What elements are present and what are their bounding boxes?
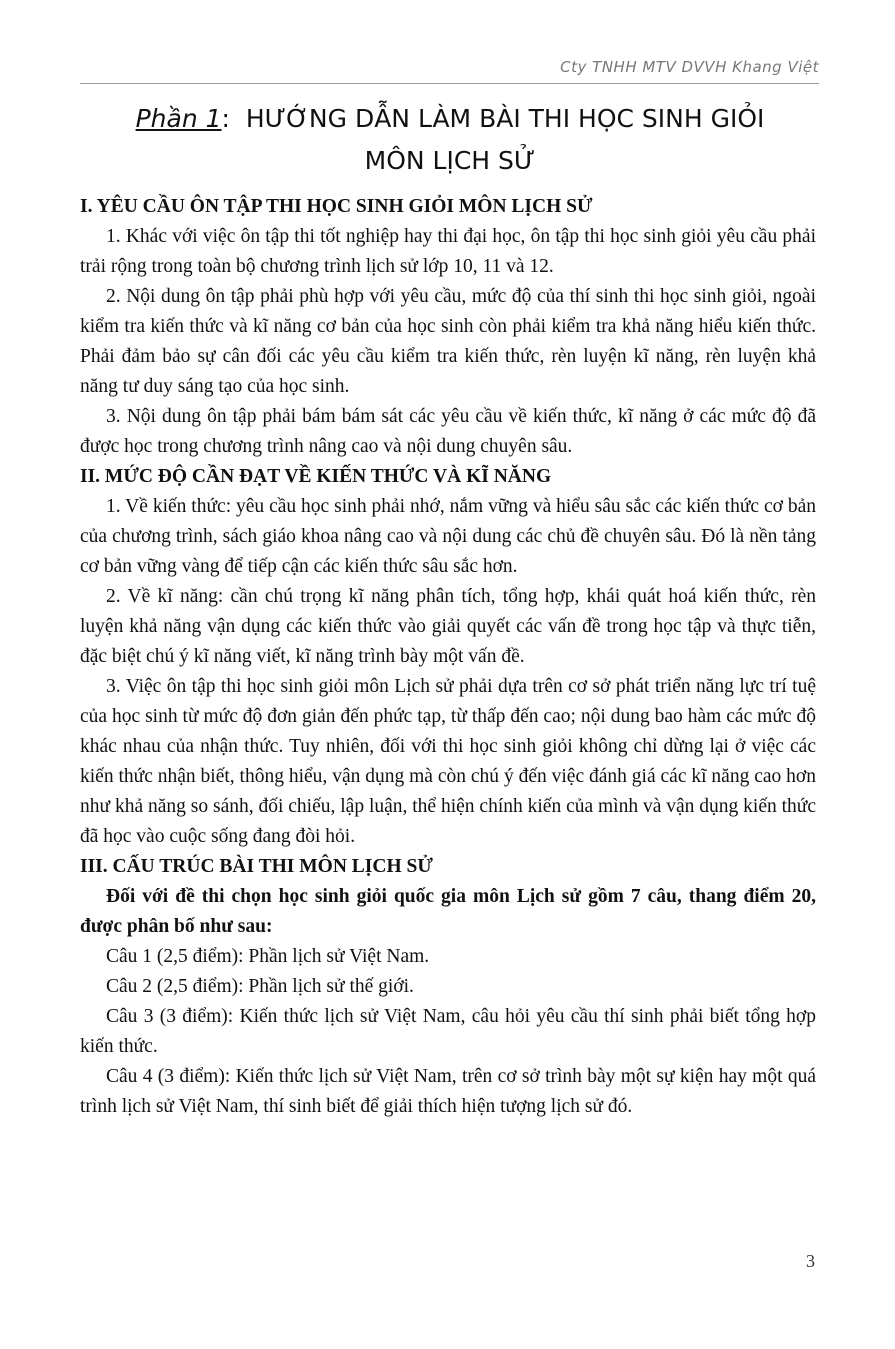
paragraph: Câu 2 (2,5 điểm): Phần lịch sử thế giới. <box>106 976 414 997</box>
running-header: Cty TNHH MTV DVVH Khang Việt <box>560 58 819 76</box>
part-title <box>80 98 820 182</box>
page-number: 3 <box>806 1251 815 1271</box>
part-title-line-2: MÔN LỊCH SỬ <box>364 146 536 175</box>
paragraph: 3. Việc ôn tập thi học sinh giỏi môn Lịch sử phải dựa trên cơ sở phát triển năng lực trí tuệ của học sinh từ mức độ đơn giản đến phức tạp, từ thấp đến cao; nội dung bao hàm các mức độ khác nhau của nhận thức. Tuy nhiên, đối với thi học sinh giỏi không chỉ dừng lại ở việc các kiến thức nhận biết, thông hiểu, vận dụng mà còn chú ý đến việc đánh giá các kĩ năng cao hơn như khả năng so sánh, đối chiếu, lập luận, thể hiện chính kiến của mình và vận dụng kiến thức đã học vào cuộc sống đang đòi hỏi. <box>80 676 816 847</box>
header-rule <box>80 83 819 84</box>
part-label: Phần 1 <box>135 104 222 133</box>
section-heading: III. CẤU TRÚC BÀI THI MÔN LỊCH SỬ <box>80 856 433 877</box>
paragraph: 1. Khác với việc ôn tập thi tốt nghiệp hay thi đại học, ôn tập thi học sinh giỏi yêu cầu phải trải rộng trong toàn bộ chương trình lịch sử lớp 10, 11 và 12. <box>80 226 816 277</box>
paragraph: 1. Về kiến thức: yêu cầu học sinh phải nhớ, nắm vững và hiểu sâu sắc các kiến thức cơ bản của chương trình, sách giáo khoa nâng cao và nội dung các chủ đề chuyên sâu. Đó là nền tảng cơ bản vững vàng để tiếp cận các kiến thức sâu sắc hơn. <box>80 496 816 577</box>
paragraph: 2. Về kĩ năng: cần chú trọng kĩ năng phân tích, tổng hợp, khái quát hoá kiến thức, rèn luyện khả năng vận dụng các kiến thức vào giải quyết các vấn đề trong học tập và thực tiễn, đặc biệt chú ý kĩ năng viết, kĩ năng trình bày một vấn đề. <box>80 586 816 667</box>
paragraph: Câu 3 (3 điểm): Kiến thức lịch sử Việt Nam, câu hỏi yêu cầu thí sinh phải biết tổng hợp kiến thức. <box>80 1006 816 1057</box>
paragraph: 2. Nội dung ôn tập phải phù hợp với yêu cầu, mức độ của thí sinh thi học sinh giỏi, ngoài kiểm tra kiến thức và kĩ năng cơ bản của học sinh còn phải kiểm tra khả năng hiểu kiến thức. Phải đảm bảo sự cân đối các yêu cầu kiểm tra kiến thức, rèn luyện kĩ năng, rèn luyện khả năng tư duy sáng tạo của học sinh. <box>80 286 816 397</box>
paragraph: Câu 1 (2,5 điểm): Phần lịch sử Việt Nam. <box>106 946 430 967</box>
section-heading: I. YÊU CẦU ÔN TẬP THI HỌC SINH GIỎI MÔN LỊCH SỬ <box>80 196 593 217</box>
section-heading: II. MỨC ĐỘ CẦN ĐẠT VỀ KIẾN THỨC VÀ KĨ NĂNG <box>80 466 552 487</box>
part-title-line-1 <box>80 98 820 140</box>
paragraph: 3. Nội dung ôn tập phải bám bám sát các yêu cầu về kiến thức, kĩ năng ở các mức độ đã được học trong chương trình nâng cao và nội dung chuyên sâu. <box>80 406 816 457</box>
paragraph: Câu 4 (3 điểm): Kiến thức lịch sử Việt Nam, trên cơ sở trình bày một sự kiện hay một quá trình lịch sử Việt Nam, thí sinh biết để giải thích hiện tượng lịch sử đó. <box>80 1066 816 1117</box>
section-intro: Đối với đề thi chọn học sinh giỏi quốc gia môn Lịch sử gồm 7 câu, thang điểm 20, được phân bố như sau: <box>80 886 816 937</box>
part-title-text-1: HƯỚNG DẪN LÀM BÀI THI HỌC SINH GIỎI <box>245 104 765 133</box>
document-body <box>80 192 816 1122</box>
part-label-colon: : <box>221 104 246 133</box>
